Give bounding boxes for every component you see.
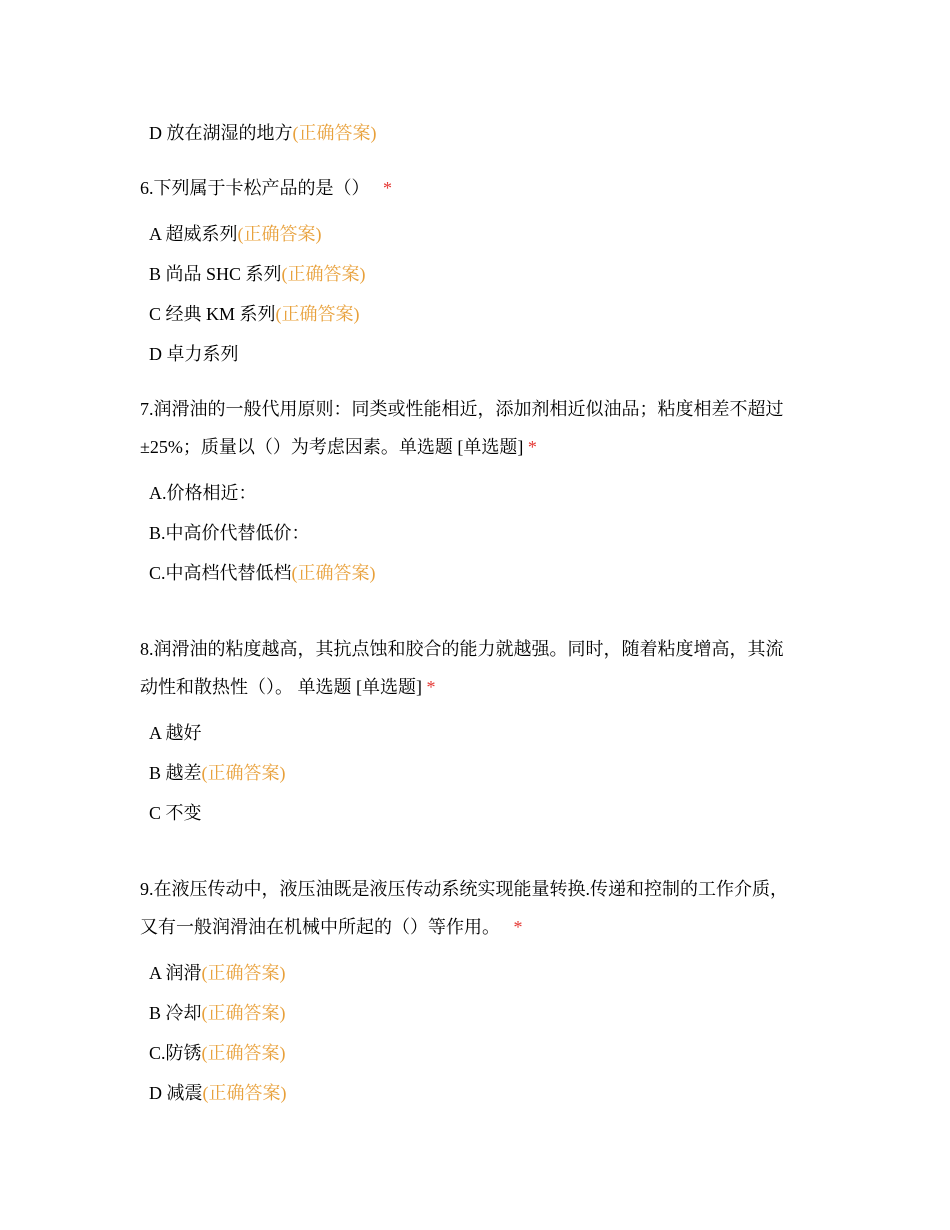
correct-answer-label: (正确答案): [201, 1003, 286, 1023]
option-q6-b[interactable]: [149, 262, 366, 286]
required-mark: *: [527, 437, 537, 457]
question-text: 9.在液压传动中，液压油既是液压传动系统实现能量转换.传递和控制的工作介质，: [140, 879, 788, 899]
correct-answer-label: (正确答案): [291, 563, 376, 583]
question-text: 8.润滑油的粘度越高，其抗点蚀和胶合的能力就越强。同时，随着粘度增高，其流: [140, 639, 784, 659]
question-6-title: [140, 176, 392, 200]
option-q9-b[interactable]: [149, 1001, 286, 1025]
question-7-title-line1: [140, 397, 784, 421]
question-text: 6.下列属于卡松产品的是（）: [140, 178, 370, 198]
correct-answer-label: (正确答案): [281, 264, 366, 284]
correct-answer-label: (正确答案): [237, 224, 322, 244]
option-text: A 润滑: [149, 963, 202, 983]
question-8-title-line2: [140, 675, 436, 699]
option-text: A.价格相近：: [149, 483, 257, 503]
option-text: C 不变: [149, 803, 202, 823]
option-text: A 超威系列: [149, 224, 238, 244]
question-text: 动性和散热性（）。 单选题 [单选题]: [140, 677, 422, 697]
question-8-title-line1: [140, 637, 784, 661]
option-q8-a[interactable]: [149, 721, 202, 745]
option-q6-d[interactable]: [149, 342, 239, 366]
required-mark: *: [383, 178, 392, 198]
option-q8-b[interactable]: [149, 761, 286, 785]
option-q8-c[interactable]: [149, 801, 202, 825]
option-q7-b[interactable]: [149, 521, 310, 545]
option-text: C 经典 KM 系列: [149, 304, 276, 324]
correct-answer-label: (正确答案): [292, 123, 377, 143]
option-text: B.中高价代替低价：: [149, 523, 310, 543]
option-q7-a[interactable]: [149, 481, 257, 505]
option-q9-a[interactable]: [149, 961, 286, 985]
option-q9-c[interactable]: [149, 1041, 286, 1065]
question-7-title-line2: [140, 435, 537, 459]
option-q5-d[interactable]: [149, 121, 377, 145]
correct-answer-label: (正确答案): [202, 1083, 287, 1103]
option-q9-d[interactable]: [149, 1081, 287, 1105]
option-text: D 减震: [149, 1083, 203, 1103]
option-text: B 越差: [149, 763, 202, 783]
option-text: C.中高档代替低档: [149, 563, 292, 583]
option-q7-c[interactable]: [149, 561, 376, 585]
required-mark: *: [426, 677, 436, 697]
question-9-title-line1: [140, 877, 788, 901]
question-text: 7.润滑油的一般代用原则：同类或性能相近，添加剂相近似油品；粘度相差不超过: [140, 399, 784, 419]
option-text: D 放在湖湿的地方: [149, 123, 293, 143]
required-mark: *: [513, 917, 523, 937]
question-9-title-line2: [140, 915, 523, 939]
option-text: B 尚品 SHC 系列: [149, 264, 282, 284]
option-q6-a[interactable]: [149, 222, 322, 246]
option-q6-c[interactable]: [149, 302, 360, 326]
option-text: D 卓力系列: [149, 344, 239, 364]
option-text: C.防锈: [149, 1043, 202, 1063]
correct-answer-label: (正确答案): [201, 1043, 286, 1063]
option-text: B 冷却: [149, 1003, 202, 1023]
question-text: ±25%；质量以（）为考虑因素。单选题 [单选题]: [140, 437, 524, 457]
correct-answer-label: (正确答案): [201, 763, 286, 783]
question-text: 又有一般润滑油在机械中所起的（）等作用。: [140, 917, 500, 937]
option-text: A 越好: [149, 723, 202, 743]
correct-answer-label: (正确答案): [201, 963, 286, 983]
correct-answer-label: (正确答案): [275, 304, 360, 324]
